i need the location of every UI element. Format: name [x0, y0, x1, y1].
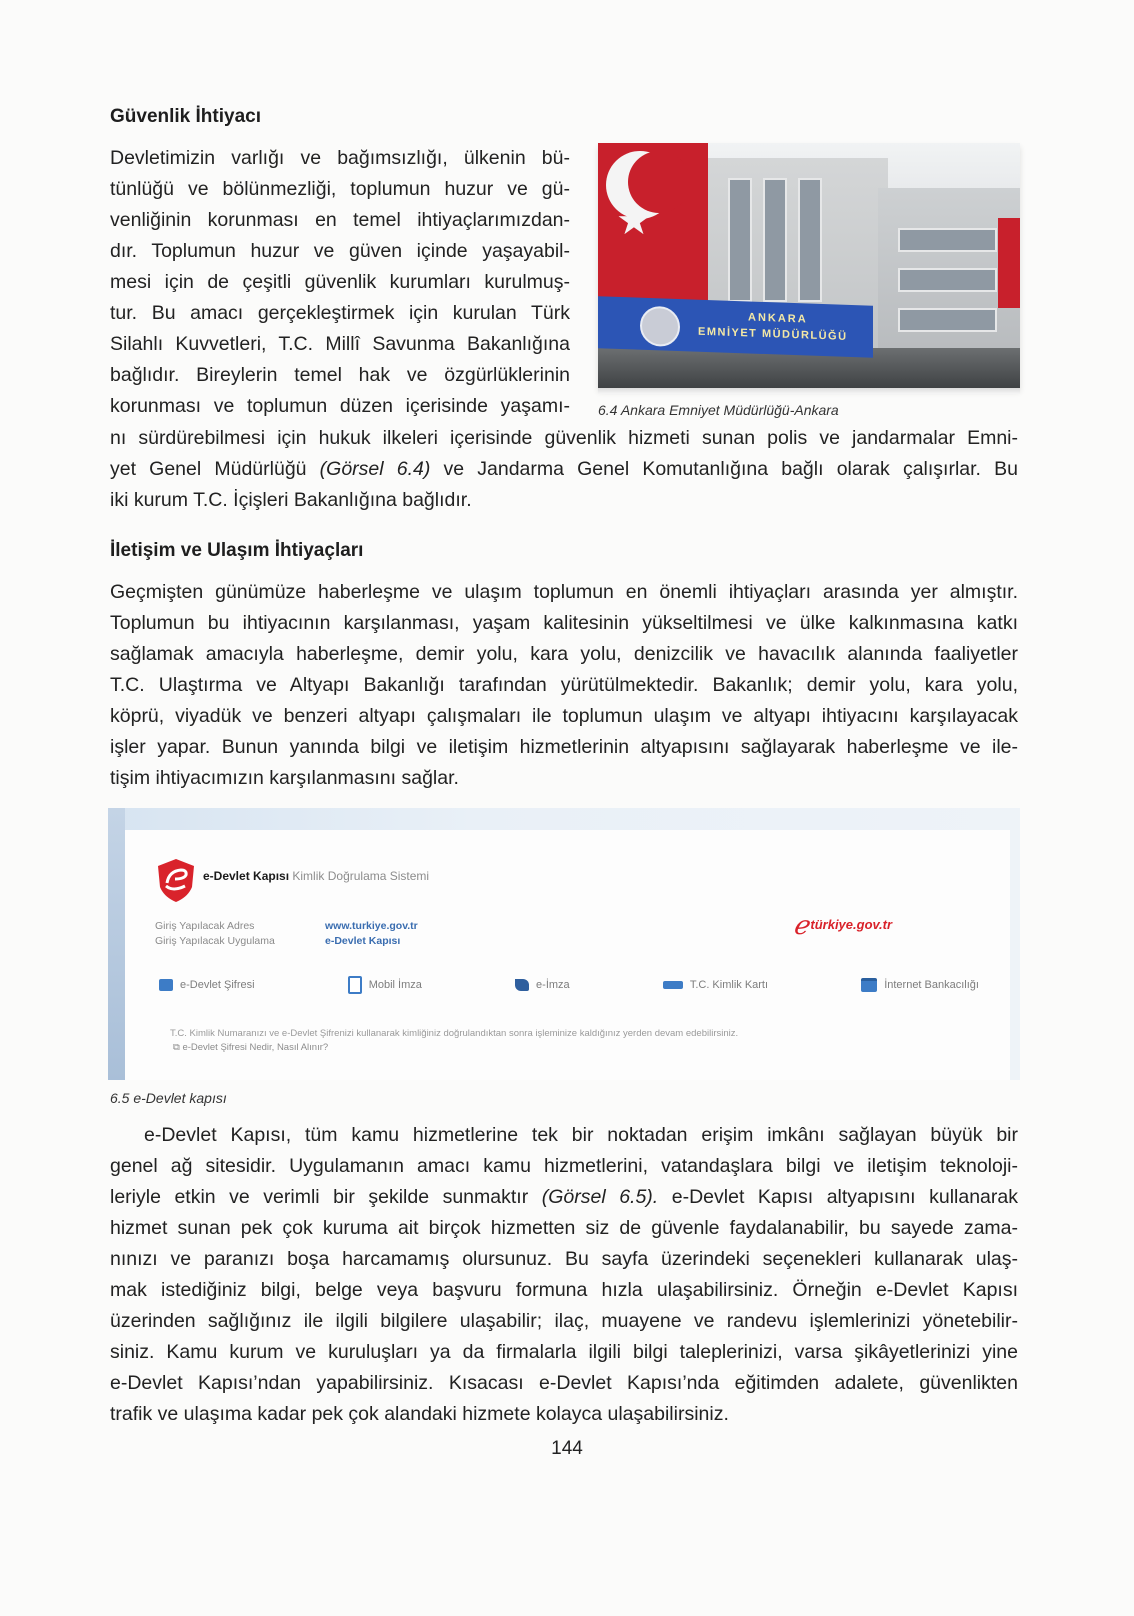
text-span: leriyle etkin ve verimli bir şekilde sunmaktır — [110, 1186, 542, 1208]
text-line: Silahlı Kuvvetleri, T.C. Millî Savunma Bakanlığına — [110, 333, 570, 355]
screenshot-left-bar — [108, 808, 125, 1080]
text-line: korunması ve toplumun düzen içerisinde yaşamı- — [110, 395, 570, 417]
security-paragraph-wide — [110, 423, 1018, 516]
edevlet-paragraph — [110, 1120, 1018, 1430]
text-line: e-Devlet Kapısı, tüm kamu hizmetlerine tek bir noktadan erişim imkânı sağlayan büyük bir — [144, 1124, 1018, 1146]
figure-reference-6-4: (Görsel 6.4) — [319, 458, 431, 480]
text-line: tişim ihtiyacımızın karşılanmasını sağlar. — [110, 767, 459, 789]
edevlet-title-light: Kimlik Doğrulama Sistemi — [292, 869, 430, 883]
police-sign — [598, 296, 873, 358]
edevlet-title — [203, 869, 429, 883]
section-heading-security: Güvenlik İhtiyacı — [110, 106, 261, 127]
method-label: T.C. Kimlik Kartı — [689, 979, 769, 991]
login-method-password[interactable] — [159, 976, 255, 994]
turkiye-gov-brand — [793, 910, 892, 941]
police-emblem-icon — [640, 306, 680, 347]
photo-window — [898, 268, 997, 292]
turkiye-e-logo-icon: ℯ — [793, 910, 809, 940]
internet-banking-icon — [861, 978, 877, 992]
text-line: tünlüğü ve bölünmezliği, toplumun huzur ve gü- — [110, 178, 570, 200]
password-help-link[interactable] — [173, 1042, 328, 1053]
password-icon — [159, 979, 173, 991]
text-line — [110, 454, 1018, 485]
method-label: İnternet Bankacılığı — [884, 979, 979, 991]
photo-window — [798, 178, 822, 302]
text-line: üzerinden sağlığınız ile ilgili bilgilere ulaşabilir; ilaç, muayene ve randevu işlemlerinizi yönetebilir- — [110, 1310, 1018, 1332]
turkish-flag-icon — [598, 143, 708, 313]
photo-window — [898, 308, 997, 332]
help-link-text: e-Devlet Şifresi Nedir, Nasıl Alınır? — [182, 1042, 329, 1053]
text-line: siniz. Kamu kurum ve kuruluşları ya da firmalarla ilgili bilgi taleplerinizi, varsa şikâyetlerinizi yine — [110, 1341, 1018, 1363]
edevlet-login-panel — [125, 830, 1010, 1080]
figure-caption-6-4: 6.4 Ankara Emniyet Müdürlüğü-Ankara — [598, 402, 839, 418]
e-signature-icon — [515, 979, 529, 991]
security-paragraph-narrow — [110, 143, 570, 422]
brand-text: türkiye.gov.tr — [810, 917, 893, 932]
text-line: genel ağ sitesidir. Uygulamanın amacı kamu hizmetlerini, vatandaşlara bilgi ve iletişim teknoloji- — [110, 1155, 1018, 1177]
photo-window — [728, 178, 752, 302]
text-line: bağlıdır. Bireylerin temel hak ve özgürlüklerinin — [110, 364, 570, 386]
text-line: tur. Bu amacı gerçekleştirmek için kurulan Türk — [110, 302, 570, 324]
text-line: Devletimizin varlığı ve bağımsızlığı, ülkenin bü- — [110, 147, 570, 169]
login-methods — [159, 976, 979, 994]
photo-ankara-police-hq — [598, 143, 1020, 388]
text-line: e-Devlet Kapısı’ndan yapabilirsiniz. Kısacası e-Devlet Kapısı’nda eğitimden adalete, güvenlikten — [110, 1372, 1018, 1394]
mobile-signature-icon — [348, 976, 362, 994]
section-heading-communication: İletişim ve Ulaşım İhtiyaçları — [110, 540, 364, 561]
figure-caption-6-5: 6.5 e-Devlet kapısı — [110, 1090, 227, 1106]
method-label: e-İmza — [536, 979, 570, 991]
turkish-flag-right-icon — [998, 218, 1020, 308]
star-icon: ★ — [616, 199, 652, 243]
login-method-mobile-signature[interactable] — [348, 976, 422, 994]
text-line: iki kurum T.C. İçişleri Bakanlığına bağlıdır. — [110, 489, 472, 511]
text-line: mesi için de çeşitli güvenlik kurumları kurulmuş- — [110, 271, 570, 293]
id-card-icon — [663, 981, 683, 989]
edevlet-title-bold: e-Devlet Kapısı — [203, 869, 290, 883]
text-line: T.C. Ulaştırma ve Altyapı Bakanlığı tarafından yürütülmektedir. Bakanlık; demir yolu, kara yolu, — [110, 674, 1018, 696]
method-label: e-Devlet Şifresi — [180, 979, 255, 991]
text-line: mak istediğiniz bilgi, belge veya başvuru formuna hızla ulaşabilirsiniz. Örneğin e-Devlet Kapısı — [110, 1279, 1018, 1301]
login-method-id-card[interactable] — [663, 976, 768, 994]
text-line: trafik ve ulaşıma kadar pek çok alandaki hizmete kolayca ulaşabilirsiniz. — [110, 1403, 729, 1425]
help-icon: ⧉ — [173, 1042, 183, 1053]
application-label: Giriş Yapılacak Uygulama — [155, 935, 275, 947]
address-label: Giriş Yapılacak Adres — [155, 920, 255, 932]
figure-reference-6-5: (Görsel 6.5). — [541, 1186, 659, 1208]
text-line: Toplumun bu ihtiyacının karşılanması, yaşam kalitesinin yükseltilmesi ve ülke kalkınmasına katkı — [110, 612, 1018, 634]
address-link[interactable]: www.turkiye.gov.tr — [325, 920, 418, 932]
text-line: dır. Toplumun huzur ve güven içinde yaşayabil- — [110, 240, 570, 262]
photo-window — [898, 228, 997, 252]
text-span: ve Jandarma Genel Komutanlığına bağlı olarak çalışırlar. Bu — [430, 458, 1018, 480]
login-method-internet-banking[interactable] — [861, 976, 979, 994]
text-line: venliğinin korunması en temel ihtiyaçlarımızdan- — [110, 209, 570, 231]
text-line: nı sürdürebilmesi için hukuk ilkeleri içerisinde güvenlik hizmeti sunan polis ve jandarmalar Emni- — [110, 427, 1018, 449]
text-line: nınızı ve paranızı boşa harcamamış olursunuz. Bu sayfa üzerindeki seçenekleri kullanarak ulaş- — [110, 1248, 1018, 1270]
sign-text-ankara: ANKARA — [748, 311, 808, 326]
edevlet-shield-logo-icon — [155, 857, 197, 903]
page-number: 144 — [551, 1438, 583, 1459]
login-method-e-signature[interactable] — [515, 976, 570, 994]
login-note: T.C. Kimlik Numaranızı ve e-Devlet Şifrenizi kullanarak kimliğiniz doğrulandıktan sonra işleminize kaldığınız yerden devam edebilirsiniz. — [170, 1028, 739, 1039]
text-line: köprü, viyadük ve benzeri altyapı çalışmaları ile toplumun ulaşım ve altyapı ihtiyacını karşılayacak — [110, 705, 1018, 727]
edevlet-screenshot — [108, 808, 1020, 1080]
sign-text-emniyet: EMNİYET MÜDÜRLÜĞÜ — [698, 325, 848, 343]
photo-window — [763, 178, 787, 302]
application-link[interactable]: e-Devlet Kapısı — [325, 935, 401, 947]
text-line: işler yapar. Bunun yanında bilgi ve iletişim hizmetlerinin altyapısını sağlayarak haberleşme ve ile- — [110, 736, 1018, 758]
method-label: Mobil İmza — [368, 979, 422, 991]
text-line: Geçmişten günümüze haberleşme ve ulaşım toplumun en önemli ihtiyaçları arasında yer almıştır. — [110, 581, 1018, 603]
text-span: e-Devlet Kapısı altyapısını kullanarak — [658, 1186, 1018, 1208]
text-line: hizmet sunan pek çok kuruma ait birçok hizmetten siz de güvenle faydalanabilir, bu sayede zama- — [110, 1217, 1018, 1239]
text-line: sağlamak amacıyla haberleşme, demir yolu, kara yolu, denizcilik ve havacılık alanında faaliyetler — [110, 643, 1018, 665]
communication-paragraph — [110, 577, 1018, 794]
text-line — [110, 1182, 1018, 1213]
photo-shadow — [598, 388, 1020, 394]
text-span: yet Genel Müdürlüğü — [110, 458, 320, 480]
